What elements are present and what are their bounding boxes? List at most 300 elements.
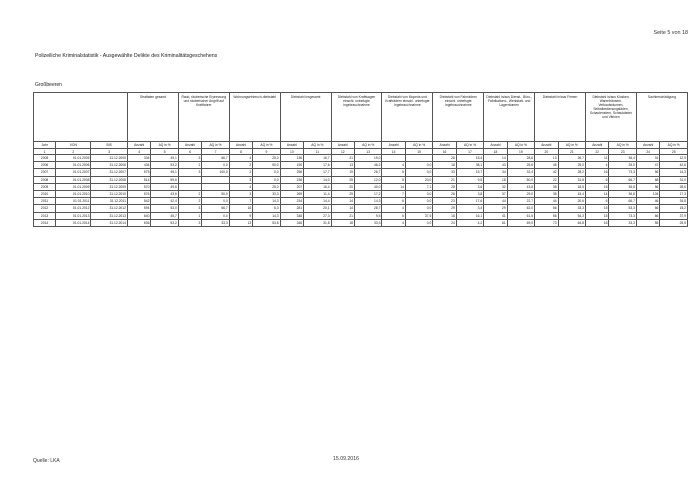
count-cell: 32 [484,183,507,190]
column-number-cell: 15 [405,149,432,155]
count-cell: 16 [229,205,252,212]
column-number-cell: 9 [253,149,280,155]
subheader-cell: Anzahl [331,142,354,149]
clearance-rate-cell: 20,0 [405,176,432,183]
count-cell: 3 [229,176,252,183]
clearance-rate-cell: 33,3 [202,219,229,226]
header-cell: Diebstahl von Kraftwagen einschl. unbefugte Ingebrauchnahme [331,93,382,142]
count-cell: 37 [484,190,507,197]
clearance-rate-cell: 45,7 [151,212,178,219]
count-cell: 256 [280,169,303,176]
subheader-cell: AQ in % [253,142,280,149]
count-cell: 41 [484,212,507,219]
clearance-rate-cell: 0,0 [405,219,432,226]
subheader-cell: Anzahl [229,142,252,149]
count-cell: 56 [636,183,659,190]
count-cell: 14 [331,198,354,205]
count-cell: 66 [535,205,558,212]
subheader-cell: AQ in % [507,142,534,149]
column-number-cell: 11 [304,149,331,155]
count-cell [178,176,201,183]
year-cell: 2013 [34,212,56,219]
column-number-cell: 8 [229,149,252,155]
count-cell: 4 [382,219,405,226]
count-cell: 45 [535,162,558,169]
count-cell: 29 [433,205,456,212]
count-cell: 13 [331,162,354,169]
clearance-rate-cell: 25,0 [558,162,585,169]
subheader-cell: AQ in % [304,142,331,149]
clearance-rate-cell: 66,7 [609,176,636,183]
subheader-cell: Anzahl [484,142,507,149]
subheader-cell: AQ in % [202,142,229,149]
clearance-rate-cell: 9,5 [456,176,483,183]
clearance-rate-cell: 40,0 [355,183,382,190]
clearance-rate-cell: 0,0 [405,198,432,205]
to-cell: 31.12.2012 [91,205,128,212]
count-cell: 594 [127,205,150,212]
subheader-cell: AQ in % [609,142,636,149]
clearance-rate-cell: 69,0 [507,219,534,226]
count-cell: 56 [535,212,558,219]
count-cell: 14 [331,205,354,212]
count-cell: 28 [433,183,456,190]
header-cell: Raub, räuberische Erpressung und räuberischer Angriff auf Kraftfahrer [178,93,229,142]
clearance-rate-cell: 0,0 [202,162,229,169]
count-cell: 4 [586,162,609,169]
column-number-cell: 21 [558,149,585,155]
clearance-rate-cell: 32,4 [507,169,534,176]
count-cell: 19 [331,169,354,176]
clearance-rate-cell: 46,2 [355,162,382,169]
clearance-rate-cell: 33,3 [558,205,585,212]
column-number-cell: 3 [91,149,128,155]
clearance-rate-cell: 14,4 [304,198,331,205]
year-cell: 2009 [34,183,56,190]
clearance-rate-cell: 33,3 [609,219,636,226]
clearance-rate-cell: 66,7 [609,198,636,205]
count-cell: 44 [484,198,507,205]
year-cell: 2012 [34,205,56,212]
clearance-rate-cell: 42,6 [660,162,688,169]
clearance-rate-cell: 31,8 [558,176,585,183]
count-cell: 3 [178,169,201,176]
header-cell: Diebstahl in/aus Kiosken, Warenhäusern, Verkaufsräumen, Selbstbedienungsläden, Schaufenstern, Schaukästen und Vitrinen [586,93,637,142]
count-cell: 3 [178,205,201,212]
clearance-rate-cell: 0,0 [405,162,432,169]
count-cell: 16 [586,219,609,226]
count-cell: 207 [280,183,303,190]
subheader-cell: AQ in % [456,142,483,149]
count-cell: 68 [636,176,659,183]
count-cell: 348 [280,212,303,219]
count-cell: 542 [127,198,150,205]
count-cell: 6 [586,198,609,205]
clearance-rate-cell [202,183,229,190]
column-number-cell: 12 [331,149,354,155]
count-cell: 22 [535,176,558,183]
clearance-rate-cell: 9,5 [355,212,382,219]
clearance-rate-cell: 17,7 [304,169,331,176]
column-number-cell: 18 [484,149,507,155]
clearance-rate-cell: 28,7 [355,205,382,212]
subheader-cell: AQ in % [151,142,178,149]
count-cell: 334 [127,155,150,162]
clearance-rate-cell: 61,5 [507,212,534,219]
count-cell: 2 [178,162,201,169]
from-cell: 01.01.2014 [56,219,91,226]
subheader-cell: Anzahl [127,142,150,149]
clearance-rate-cell: 53,8 [253,219,280,226]
subheader-cell: Anzahl [586,142,609,149]
count-cell: 570 [127,183,150,190]
count-cell: 42 [535,169,558,176]
subheader-cell: AQ in % [355,142,382,149]
table-row [34,176,688,183]
clearance-rate-cell: 42,4 [151,198,178,205]
to-cell: 31.12.2005 [91,155,128,162]
clearance-rate-cell: 36,4 [609,155,636,162]
count-cell: 576 [127,190,150,197]
count-cell: 23 [433,198,456,205]
count-cell: 136 [280,155,303,162]
column-number-cell: 14 [382,149,405,155]
table-row [34,212,688,219]
clearance-rate-cell: 22,7 [507,198,534,205]
count-cell: 13 [535,155,558,162]
column-number-cell: 10 [280,149,303,155]
from-cell: 01.01.2012 [56,205,91,212]
clearance-rate-cell: 3,4 [456,205,483,212]
to-cell: 31.12.2009 [91,183,128,190]
count-cell: 20 [331,183,354,190]
clearance-rate-cell: 53,2 [151,219,178,226]
to-cell: 31.12.2013 [91,212,128,219]
page-number: Seite 5 von 18 [653,30,688,36]
clearance-rate-cell: 4,2 [456,219,483,226]
year-cell: 2005 [34,155,56,162]
clearance-rate-cell: 50,0 [507,176,534,183]
table-row [34,205,688,212]
count-cell: 190 [280,162,303,169]
count-cell: 3 [229,190,252,197]
subheader-cell: AQ in % [558,142,585,149]
clearance-rate-cell: 0,0 [202,198,229,205]
clearance-rate-cell: 31,0 [660,176,688,183]
header-cell: Wohnungseinbruch-diebstahl [229,93,280,142]
column-number-cell: 7 [202,149,229,155]
count-cell: 9 [229,212,252,219]
count-cell: 575 [127,169,150,176]
count-cell: 16 [586,183,609,190]
table-row [34,190,688,197]
count-cell: 6 [382,212,405,219]
year-cell: 2011 [34,198,56,205]
clearance-rate-cell: 36,8 [609,183,636,190]
clearance-rate-cell: 31,8 [304,219,331,226]
column-number-cell: 6 [178,149,201,155]
clearance-rate-cell: 20,6 [558,198,585,205]
subheader-cell: Anzahl [382,142,405,149]
count-cell: 346 [280,219,303,226]
clearance-rate-cell: 16,7 [304,155,331,162]
count-cell: 24 [433,219,456,226]
clearance-rate-cell: 3,8 [456,190,483,197]
count-cell: 18 [433,212,456,219]
clearance-rate-cell: 15,4 [558,190,585,197]
count-cell: 38 [535,190,558,197]
subheader-cell: BIS [91,142,128,149]
to-cell: 31.12.2007 [91,169,128,176]
from-cell: 01.01.2005 [56,155,91,162]
clearance-rate-cell: 28,6 [507,155,534,162]
count-cell: 38 [535,183,558,190]
clearance-rate-cell: 73,3 [609,212,636,219]
year-cell: 2007 [34,169,56,176]
clearance-rate-cell: 73,3 [609,169,636,176]
column-number-cell: 22 [586,149,609,155]
clearance-rate-cell: 59,6 [151,176,178,183]
clearance-rate-cell: 19,0 [355,155,382,162]
document-title: Polizeiliche Kriminalstatistik - Ausgewählte Delikte des Kriminalitätsgeschehens [35,53,218,59]
clearance-rate-cell: 49,1 [151,155,178,162]
clearance-rate-cell: 43,6 [151,190,178,197]
count-cell: 46 [636,198,659,205]
count-cell: 2 [178,198,201,205]
subheader-cell: AQ in % [405,142,432,149]
count-cell: 29 [484,205,507,212]
clearance-rate-cell: 15,4 [456,155,483,162]
column-number-cell: 19 [507,149,534,155]
count-cell: 234 [280,198,303,205]
count-cell [178,183,201,190]
clearance-rate-cell: 50,0 [253,162,280,169]
from-cell: 01.01.2008 [56,176,91,183]
clearance-rate-cell: 25,5 [660,219,688,226]
to-cell: 31.12.2010 [91,190,128,197]
count-cell: 16 [586,169,609,176]
to-cell: 31.12.2011 [91,198,128,205]
table-row [34,162,688,169]
clearance-rate-cell: 17,3 [660,190,688,197]
count-cell: 26 [433,155,456,162]
count-cell: 281 [280,205,303,212]
count-cell: 269 [280,190,303,197]
count-cell: 6 [382,198,405,205]
column-number-cell: 2 [56,149,91,155]
count-cell: 6 [586,176,609,183]
clearance-rate-cell: 0,0 [405,190,432,197]
count-cell: 33 [433,169,456,176]
clearance-rate-cell: 33,3 [253,190,280,197]
count-cell: 1 [178,212,201,219]
count-cell: 29 [331,190,354,197]
from-cell: 01.01.2007 [56,169,91,176]
clearance-rate-cell: 62,0 [507,205,534,212]
count-cell: 66 [636,212,659,219]
count-cell: 56 [636,169,659,176]
from-cell: 01.01.2013 [56,212,91,219]
clearance-rate-cell: 14,3 [660,169,688,176]
clearance-rate-cell: 3,6 [456,183,483,190]
clearance-rate-cell: 0,0 [405,205,432,212]
clearance-rate-cell: 15,2 [660,205,688,212]
table-row [34,155,688,162]
count-cell: 18 [484,176,507,183]
column-number-cell: 20 [535,149,558,155]
clearance-rate-cell: 25,0 [253,155,280,162]
count-cell: 44 [535,198,558,205]
count-cell: 34 [484,169,507,176]
count-cell: 514 [127,176,150,183]
clearance-rate-cell: 37,5 [405,212,432,219]
header-cell: Diebstahl insgesamt [280,93,331,142]
count-cell: 7 [229,198,252,205]
subheader-cell: Anzahl [178,142,201,149]
count-cell: 15 [586,205,609,212]
header-cell: Diebstahl von Mopeds und Krafträdern einschl. unbefugte Ingebrauchnahme [382,93,433,142]
clearance-rate-cell: 11,4 [304,190,331,197]
header-row [34,93,688,142]
table-row [34,169,688,176]
count-cell: 5 [382,169,405,176]
clearance-rate-cell: 17,6 [304,162,331,169]
clearance-rate-cell: 25,0 [253,183,280,190]
count-cell: 26 [433,190,456,197]
count-cell: 3 [178,219,201,226]
subheader-row [34,142,688,149]
from-cell: 01.01.2010 [56,190,91,197]
clearance-rate-cell: 0,0 [253,169,280,176]
subheader-cell: Anzahl [280,142,303,149]
place-name: Großbeeren [35,82,62,88]
clearance-rate-cell: 12,9 [660,155,688,162]
from-cell: 01.01.2011 [56,198,91,205]
count-cell: 636 [127,219,150,226]
clearance-rate-cell: 34,8 [660,198,688,205]
count-cell: 55 [636,219,659,226]
count-cell: 21 [433,176,456,183]
source-note: Quelle: LKA [33,458,60,464]
year-cell: 2008 [34,176,56,183]
header-cell: Diebstahl in/aus Dienst-, Büro-, Fabrikations-, Werkstatt- und Lagerräumen [484,93,535,142]
count-cell: 31 [636,155,659,162]
count-cell: 14 [382,183,405,190]
from-cell: 01.01.2006 [56,162,91,169]
clearance-rate-cell: 26,7 [355,169,382,176]
header-cell: Sachbeschädigung [636,93,687,142]
count-cell: 14 [484,155,507,162]
clearance-rate-cell: 28,6 [660,183,688,190]
to-cell: 31.12.2014 [91,219,128,226]
clearance-rate-cell: 20,1 [304,205,331,212]
clearance-rate-cell: 27,3 [304,212,331,219]
year-cell: 2014 [34,219,56,226]
clearance-rate-cell: 37,9 [660,212,688,219]
clearance-rate-cell: 0,0 [202,212,229,219]
count-cell: 4 [382,162,405,169]
count-cell: 21 [331,212,354,219]
count-cell: 73 [535,219,558,226]
to-cell: 31.12.2006 [91,162,128,169]
year-cell: 2006 [34,162,56,169]
count-cell [382,155,405,162]
count-cell: 4 [229,155,252,162]
clearance-rate-cell: 38,1 [456,162,483,169]
count-cell: 3 [178,155,201,162]
count-cell: 2 [178,190,201,197]
table-row [34,219,688,226]
column-number-cell: 4 [127,149,150,155]
count-cell: 47 [636,162,659,169]
clearance-rate-cell: 49,1 [151,169,178,176]
clearance-rate-cell [405,155,432,162]
clearance-rate-cell: 0,0 [253,176,280,183]
clearance-rate-cell: 66,7 [202,205,229,212]
count-cell: 18 [331,219,354,226]
clearance-rate-cell: 26,7 [558,155,585,162]
clearance-rate-cell: 14,3 [253,198,280,205]
count-cell: 25 [331,176,354,183]
count-cell: 4 [382,205,405,212]
column-number-cell: 25 [660,149,688,155]
subheader-cell: VON [56,142,91,149]
table-row [34,183,688,190]
column-number-cell: 24 [636,149,659,155]
count-cell: 5 [382,176,405,183]
clearance-rate-cell: 14,0 [304,176,331,183]
year-cell: 2010 [34,190,56,197]
header-cell: Diebstahl in/aus Firmen [535,93,586,142]
clearance-rate-cell: 28,2 [558,169,585,176]
count-cell: 14 [586,190,609,197]
clearance-rate-cell: 29,0 [507,190,534,197]
column-number-cell: 13 [355,149,382,155]
header-cell: Diebstahl von Fahrrädern einschl. unbefugte Ingebrauchnahme [433,93,484,142]
clearance-rate-cell: 12,0 [355,176,382,183]
clearance-rate-cell: 53,0 [151,205,178,212]
clearance-rate-cell: 14,3 [355,198,382,205]
count-cell: 104 [636,190,659,197]
clearance-rate-cell: 6,3 [253,205,280,212]
header-cell: Straftaten gesamt [127,93,178,142]
clearance-rate-cell: 100,0 [202,169,229,176]
count-cell: 236 [280,176,303,183]
clearance-rate-cell: 18,5 [558,183,585,190]
clearance-rate-cell: 17,2 [355,190,382,197]
count-cell: 13 [229,219,252,226]
subheader-cell: Anzahl [433,142,456,149]
column-number-cell: 16 [433,149,456,155]
statistics-table [33,92,688,227]
count-cell: 21 [331,155,354,162]
clearance-rate-cell: 50,0 [202,190,229,197]
subheader-cell: AQ in % [660,142,688,149]
clearance-rate-cell: 16,4 [304,183,331,190]
clearance-rate-cell: 54,3 [558,212,585,219]
column-number-cell: 17 [456,149,483,155]
clearance-rate-cell: 49,6 [151,183,178,190]
clearance-rate-cell: 53,3 [609,205,636,212]
clearance-rate-cell: 64,8 [558,219,585,226]
clearance-rate-cell: 16,1 [456,212,483,219]
clearance-rate-cell: 43,8 [507,183,534,190]
subheader-cell: Anzahl [636,142,659,149]
print-date: 15.09.2016 [333,456,359,462]
count-cell: 11 [586,155,609,162]
clearance-rate-cell: 15,7 [456,169,483,176]
count-cell: 640 [127,212,150,219]
